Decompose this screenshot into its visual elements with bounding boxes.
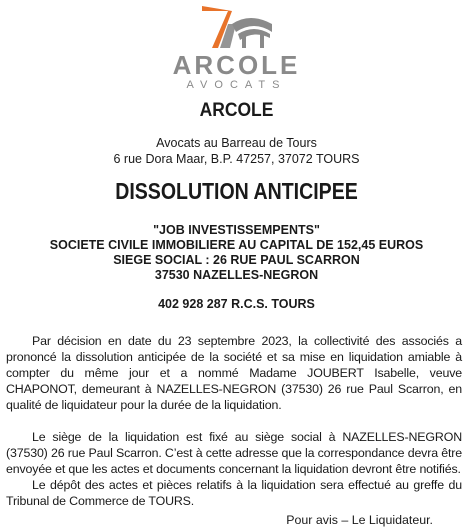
- notice-signature: Pour avis – Le Liquidateur.: [286, 513, 433, 527]
- firm-name: ARCOLE: [199, 100, 274, 121]
- firm-description: Avocats au Barreau de Tours: [156, 136, 317, 150]
- notice-headline: DISSOLUTION ANTICIPEE: [115, 178, 358, 204]
- logo-brand-name: ARCOLE: [172, 50, 301, 80]
- notice-paragraph-liquidation-seat: Le siège de la liquidation est fixé au siège social à NAZELLES-NEGRON (37530) 26 rue Paul Scarron. C’est à cette adresse que la correspondance devra être envoyée et que les actes et documents concernant la liquidation devront être notifiés.: [6, 430, 462, 476]
- arcole-bridge-icon: [198, 4, 274, 50]
- company-name: "JOB INVESTISSEMPENTS": [153, 223, 320, 237]
- notice-paragraph-filing: Le dépôt des actes et pièces relatifs à la liquidation sera effectué au greffe du Tribunal de Commerce de TOURS.: [6, 478, 462, 508]
- notice-paragraph-decision: Par décision en date du 23 septembre 2023, la collectivité des associés a prononcé la dissolution anticipée de la société et sa mise en liquidation amiable à compter du même jour et a nommé Madame JOUBERT Isabelle, veuve CHAPONOT, demeurant à NAZELLES-NEGRON (37530) 26 rue Paul Scarron, en qualité de liquidateur pour la durée de la liquidation.: [6, 334, 462, 412]
- logo-brand-subtitle: AVOCATS: [186, 79, 287, 91]
- firm-address: 6 rue Dora Maar, B.P. 47257, 37072 TOURS: [113, 152, 360, 166]
- arcole-logo: [0, 0, 473, 100]
- company-city: 37530 NAZELLES-NEGRON: [154, 268, 319, 282]
- company-legal-form: SOCIETE CIVILE IMMOBILIERE AU CAPITAL DE 152,45 EUROS: [49, 238, 424, 252]
- company-registered-office: SIEGE SOCIAL : 26 RUE PAUL SCARRON: [113, 253, 360, 267]
- company-rcs-number: 402 928 287 R.C.S. TOURS: [158, 297, 315, 311]
